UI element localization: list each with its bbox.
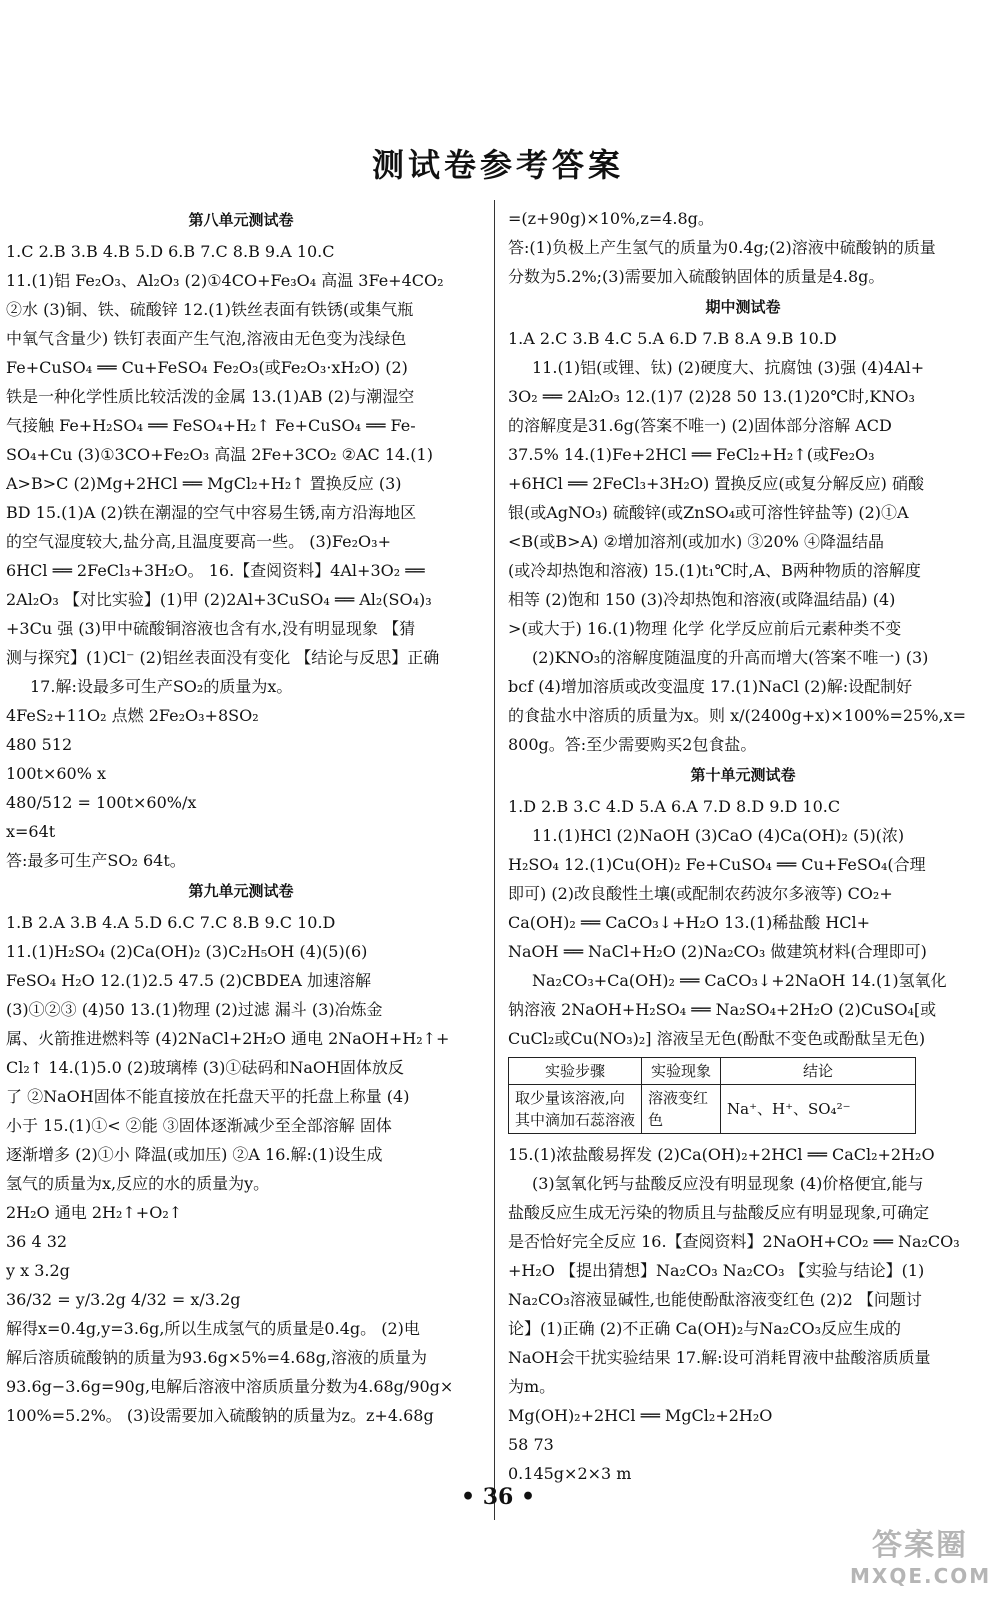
section-heading: 第八单元测试卷 [188, 211, 294, 229]
answer-line: 答:(1)负极上产生氢气的质量为0.4g;(2)溶液中硫酸钠的质量 [508, 238, 936, 257]
answer-line: >(或大于) 16.(1)物理 化学 化学反应前后元素种类不变 [508, 619, 902, 638]
answer-line: 36 4 32 [6, 1232, 68, 1251]
page-title: 测试卷参考答案 [371, 146, 624, 184]
answer-line: 中氧气含量少) 铁钉表面产生气泡,溶液由无色变为浅绿色 [6, 329, 407, 348]
answer-line: 解得x=0.4g,y=3.6g,所以生成氢气的质量是0.4g。 (2)电 [6, 1319, 420, 1338]
answer-line: 2Al₂O₃ 【对比实验】(1)甲 (2)2Al+3CuSO₄ ══ Al₂(SO₄)₃ [6, 590, 432, 609]
answer-line: (3)氢氧化钙与盐酸反应没有明显现象 (4)价格便宜,能与 [532, 1174, 924, 1193]
answer-line: (2)KNO₃的溶解度随温度的升高而增大(答案不唯一) (3) [532, 648, 929, 667]
right-column [508, 204, 978, 1488]
answer-line: <B(或B>A) ②增加溶剂(或加水) ③20% ④降温结晶 [508, 532, 885, 551]
answer-line: 了 ②NaOH固体不能直接放在托盘天平的托盘上称量 (4) [6, 1087, 410, 1106]
table-header: 实验步骤 [509, 1058, 642, 1085]
answer-line: SO₄+Cu (3)①3CO+Fe₂O₃ 高温 2Fe+3CO₂ ②AC 14.(1) [6, 445, 433, 464]
answer-line: 11.(1)H₂SO₄ (2)Ca(OH)₂ (3)C₂H₅OH (4)(5)(6) [6, 942, 368, 961]
answer-line: FeSO₄ H₂O 12.(1)2.5 47.5 (2)CBDEA 加速溶解 [6, 971, 372, 990]
answer-line: 答:最多可生产SO₂ 64t。 [6, 851, 186, 870]
experiment-table [508, 1057, 916, 1134]
answer-line: 1.B 2.A 3.B 4.A 5.D 6.C 7.C 8.B 9.C 10.D [6, 913, 336, 932]
answer-line: Mg(OH)₂+2HCl ══ MgCl₂+2H₂O [508, 1406, 773, 1425]
left-column [6, 204, 476, 1430]
answer-line: 测与探究】(1)Cl⁻ (2)铝丝表面没有变化 【结论与反思】正确 [6, 648, 440, 667]
answer-line: x=64t [6, 822, 56, 841]
answer-line: 1.C 2.B 3.B 4.B 5.D 6.B 7.C 8.B 9.A 10.C [6, 242, 335, 261]
answer-line: 1.D 2.B 3.C 4.D 5.A 6.A 7.D 8.D 9.D 10.C [508, 797, 841, 816]
answer-line: (或冷却热饱和溶液) 15.(1)t₁℃时,A、B两种物质的溶解度 [508, 561, 921, 580]
answer-line: 6HCl ══ 2FeCl₃+3H₂O。 16.【查阅资料】4Al+3O₂ ══ [6, 561, 425, 580]
answer-line: 分数为5.2%;(3)需要加入硫酸钠固体的质量是4.8g。 [508, 267, 885, 286]
answer-line: 小于 15.(1)①< ②能 ③固体逐渐减少至全部溶解 固体 [6, 1116, 392, 1135]
right-column-bottom [508, 1140, 978, 1488]
watermark-url: MXQE.COM [850, 1564, 992, 1588]
answer-line: 36/32 = y/3.2g 4/32 = x/3.2g [6, 1290, 241, 1309]
section-heading: 第九单元测试卷 [188, 882, 294, 900]
answer-line: =(z+90g)×10%,z=4.8g。 [508, 209, 714, 228]
answer-line: +H₂O 【提出猜想】Na₂CO₃ Na₂CO₃ 【实验与结论】(1) [508, 1261, 925, 1280]
answer-line: 100t×60% x [6, 764, 107, 783]
section-heading: 期中测试卷 [705, 298, 781, 316]
right-column-top [508, 204, 978, 1053]
answer-line: 11.(1)HCl (2)NaOH (3)CaO (4)Ca(OH)₂ (5)(浓) [532, 826, 905, 845]
table-header: 实验现象 [642, 1058, 721, 1085]
answer-line: ②水 (3)铜、铁、硫酸锌 12.(1)铁丝表面有铁锈(或集气瓶 [6, 300, 414, 319]
answer-line: 11.(1)铝(或锂、钛) (2)硬度大、抗腐蚀 (3)强 (4)4Al+ [532, 358, 925, 377]
table-row [509, 1085, 916, 1134]
answer-line: 11.(1)铝 Fe₂O₃、Al₂O₃ (2)①4CO+Fe₃O₄ 高温 3Fe+4CO₂ [6, 271, 444, 290]
answer-line: 480 512 [6, 735, 73, 754]
answer-line: 论】(1)正确 (2)不正确 Ca(OH)₂与Na₂CO₃反应生成的 [508, 1319, 901, 1338]
answer-line: bcf (4)增加溶质或改变温度 17.(1)NaCl (2)解:设配制好 [508, 677, 913, 696]
answer-line: (3)①②③ (4)50 13.(1)物理 (2)过滤 漏斗 (3)冶炼金 [6, 1000, 383, 1019]
answer-line: Na₂CO₃溶液显碱性,也能使酚酞溶液变红色 (2)2 【问题讨 [508, 1290, 922, 1309]
answer-line: Fe+CuSO₄ ══ Cu+FeSO₄ Fe₂O₃(或Fe₂O₃·xH₂O) (2) [6, 358, 408, 377]
answer-line: NaOH ══ NaCl+H₂O (2)Na₂CO₃ 做建筑材料(合理即可) [508, 942, 927, 961]
answer-line: CuCl₂或Cu(NO₃)₂] 溶液呈无色(酚酞不变色或酚酞呈无色) [508, 1029, 926, 1048]
answer-line: 1.A 2.C 3.B 4.C 5.A 6.D 7.B 8.A 9.B 10.D [508, 329, 837, 348]
watermark-text: 答案圈 [872, 1528, 968, 1563]
answer-line: +3Cu 强 (3)甲中硫酸铜溶液也含有水,没有明显现象 【猜 [6, 619, 416, 638]
page-number: • 36 • [460, 1484, 536, 1510]
answer-line: 即可) (2)改良酸性土壤(或配制农药波尔多液等) CO₂+ [508, 884, 893, 903]
answer-line: 钠溶液 2NaOH+H₂SO₄ ══ Na₂SO₄+2H₂O (2)CuSO₄[或 [508, 1000, 937, 1019]
answer-line: 银(或AgNO₃) 硫酸锌(或ZnSO₄或可溶性锌盐等) (2)①A [508, 503, 909, 522]
answer-line: 盐酸反应生成无污染的物质且与盐酸反应有明显现象,可确定 [508, 1203, 930, 1222]
answer-line: 2H₂O 通电 2H₂↑+O₂↑ [6, 1203, 183, 1222]
answer-line: 800g。答:至少需要购买2包食盐。 [508, 735, 757, 754]
table-header-row [509, 1058, 916, 1085]
answer-line: A>B>C (2)Mg+2HCl ══ MgCl₂+H₂↑ 置换反应 (3) [6, 474, 402, 493]
table-cell-step: 取少量该溶液,向其中滴加石蕊溶液 [509, 1085, 642, 1134]
watermark-logo [850, 1520, 990, 1588]
answer-line: Cl₂↑ 14.(1)5.0 (2)玻璃棒 (3)①砝码和NaOH固体放反 [6, 1058, 404, 1077]
answer-line: 为m。 [508, 1377, 556, 1396]
answer-line: 氢气的质量为x,反应的水的质量为y。 [6, 1174, 270, 1193]
answer-line: 17.解:设最多可生产SO₂的质量为x。 [30, 677, 293, 696]
table-cell-conclusion: Na⁺、H⁺、SO₄²⁻ [721, 1085, 916, 1134]
answer-line: y x 3.2g [6, 1261, 70, 1280]
answer-line: 93.6g−3.6g=90g,电解后溶液中溶质质量分数为4.68g/90g× [6, 1377, 454, 1396]
answer-line: 480/512 = 100t×60%/x [6, 793, 197, 812]
answer-line: 3O₂ ══ 2Al₂O₃ 12.(1)7 (2)28 50 13.(1)20℃时,KNO₃ [508, 387, 915, 406]
answer-line: 的空气湿度较大,盐分高,且温度要高一些。 (3)Fe₂O₃+ [6, 532, 391, 551]
answer-line: 气接触 Fe+H₂SO₄ ══ FeSO₄+H₂↑ Fe+CuSO₄ ══ Fe- [6, 416, 416, 435]
answer-line: 58 73 [508, 1435, 554, 1454]
answer-line: +6HCl ══ 2FeCl₃+3H₂O) 置换反应(或复分解反应) 硝酸 [508, 474, 924, 493]
answer-line: 0.145g×2×3 m [508, 1464, 632, 1483]
answer-line: 解后溶质硫酸钠的质量为93.6g×5%=4.68g,溶液的质量为 [6, 1348, 428, 1367]
answer-line: BD 15.(1)A (2)铁在潮湿的空气中容易生锈,南方沿海地区 [6, 503, 417, 522]
answer-line: H₂SO₄ 12.(1)Cu(OH)₂ Fe+CuSO₄ ══ Cu+FeSO₄(合理 [508, 855, 926, 874]
table-header: 结论 [721, 1058, 916, 1085]
column-divider [494, 200, 495, 1520]
answer-line: Ca(OH)₂ ══ CaCO₃↓+H₂O 13.(1)稀盐酸 HCl+ [508, 913, 871, 932]
answer-line: 逐渐增多 (2)①小 降温(或加压) ②A 16.解:(1)设生成 [6, 1145, 383, 1164]
answer-line: 4FeS₂+11O₂ 点燃 2Fe₂O₃+8SO₂ [6, 706, 259, 725]
answer-line: 是否恰好完全反应 16.【查阅资料】2NaOH+CO₂ ══ Na₂CO₃ [508, 1232, 960, 1251]
answer-line: 相等 (2)饱和 150 (3)冷却热饱和溶液(或降温结晶) (4) [508, 590, 896, 609]
answer-line: 37.5% 14.(1)Fe+2HCl ══ FeCl₂+H₂↑(或Fe₂O₃ [508, 445, 875, 464]
table-cell-phenomenon: 溶液变红色 [642, 1085, 721, 1134]
answer-line: 铁是一种化学性质比较活泼的金属 13.(1)AB (2)与潮湿空 [6, 387, 415, 406]
answer-line: NaOH会干扰实验结果 17.解:设可消耗胃液中盐酸溶质质量 [508, 1348, 931, 1367]
answer-line: 属、火箭推进燃料等 (4)2NaCl+2H₂O 通电 2NaOH+H₂↑+ [6, 1029, 450, 1048]
answer-line: 的溶解度是31.6g(答案不唯一) (2)固体部分溶解 ACD [508, 416, 892, 435]
section-heading: 第十单元测试卷 [690, 766, 796, 784]
answer-line: 100%=5.2%。 (3)设需要加入硫酸钠的质量为z。z+4.68g [6, 1406, 434, 1425]
answer-line: Na₂CO₃+Ca(OH)₂ ══ CaCO₃↓+2NaOH 14.(1)氢氧化 [532, 971, 947, 990]
answer-line: 的食盐水中溶质的质量为x。则 x/(2400g+x)×100%=25%,x= [508, 706, 967, 725]
answer-line: 15.(1)浓盐酸易挥发 (2)Ca(OH)₂+2HCl ══ CaCl₂+2H₂O [508, 1145, 935, 1164]
